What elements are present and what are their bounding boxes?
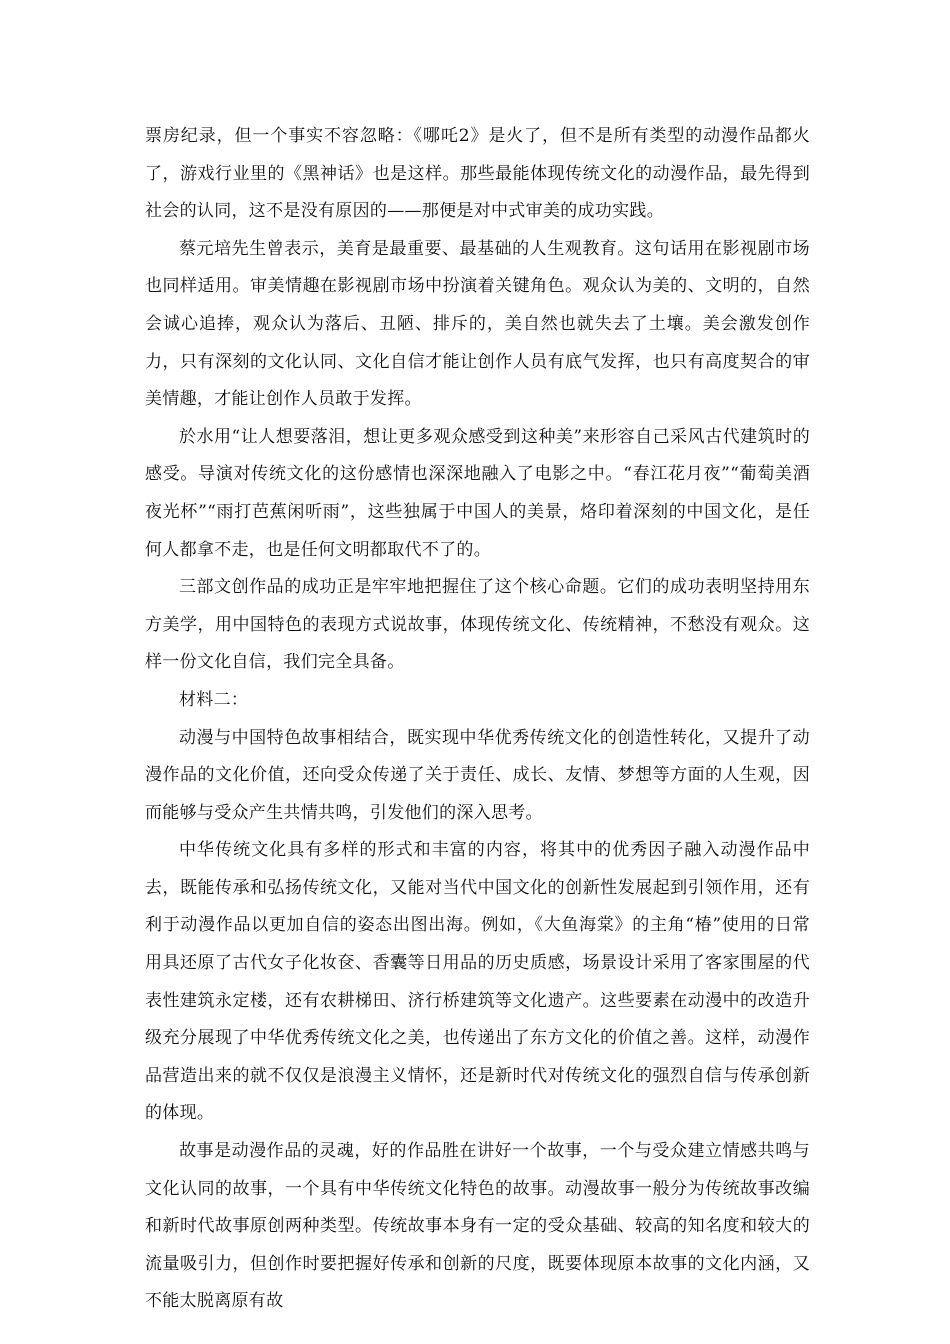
paragraph-continued: 票房纪录，但一个事实不容忽略：《哪吒2》是火了，但不是所有类型的动漫作品都火了，游戏行业里的《黑神话》也是这样。那些最能体现传统文化的动漫作品，最先得到社会的认同，这不是没有原因的——那便是对中式审美的成功实践。 <box>145 126 810 222</box>
section-heading-material-two: 材料二： <box>179 689 249 710</box>
paragraph-story-soul: 故事是动漫作品的灵魂，好的作品胜在讲好一个故事，一个与受众建立情感共鸣与文化认同的故事，一个具有中华传统文化特色的故事。动漫故事一般分为传统故事改编和新时代故事原创两种类型。传统故事本身有一定的受众基础、较高的知名度和较大的流量吸引力，但创作时要把握好传承和创新的尺度，既要体现原本故事的文化内涵，又不能太脱离原有故 <box>145 1141 810 1312</box>
paragraph-animation-stories: 动漫与中国特色故事相结合，既实现中华优秀传统文化的创造性转化，又提升了动漫作品的文化价值，还向受众传递了关于责任、成长、友情、梦想等方面的人生观，因而能够与受众产生共情共鸣，引发他们的深入思考。 <box>145 727 810 823</box>
paragraph-traditional-culture: 中华传统文化具有多样的形式和丰富的内容，将其中的优秀因子融入动漫作品中去，既能传承和弘扬传统文化，又能对当代中国文化的创新性发展起到引领作用，还有利于动漫作品以更加自信的姿态出图出海。例如，《大鱼海棠》的主角“椿”使用的日常用具还原了古代女子化妆奁、香囊等日用品的历史质感，场景设计采用了客家围屋的代表性建筑永定楼，还有农耕梯田、济行桥建筑等文化遗产。这些要素在动漫中的改造升级充分展现了中华优秀传统文化之美，也传递出了东方文化的价值之善。这样，动漫作品营造出来的就不仅仅是浪漫主义情怀，还是新时代对传统文化的强烈自信与传承创新的体现。 <box>145 840 810 1124</box>
paragraph-cai-yuanpei: 蔡元培先生曾表示，美育是最重要、最基础的人生观教育。这句话用在影视剧市场也同样适用。审美情趣在影视剧市场中扮演着关键角色。观众认为美的、文明的，自然会诚心追捧，观众认为落后、丑陋、排斥的，美自然也就失去了土壤。美会激发创作力，只有深刻的文化认同、文化自信才能让创作人员有底气发挥，也只有高度契合的审美情趣，才能让创作人员敢于发挥。 <box>145 238 810 410</box>
paragraph-yu-shui: 於水用“让人想要落泪，想让更多观众感受到这种美”来形容自己采风古代建筑时的感受。导演对传统文化的这份感情也深深地融入了电影之中。“春江花月夜”“葡萄美酒夜光杯”“雨打芭蕉闲听雨”，这些独属于中国人的美景，烙印着深刻的中国文化，是任何人都拿不走，也是任何文明都取代不了的。 <box>145 426 810 560</box>
document-body <box>145 118 810 1321</box>
paragraph-three-works: 三部文创作品的成功正是牢牢地把握住了这个核心命题。它们的成功表明坚持用东方美学，用中国特色的表现方式说故事，体现传统文化、传统精神，不愁没有观众。这样一份文化自信，我们完全具备。 <box>145 577 810 673</box>
